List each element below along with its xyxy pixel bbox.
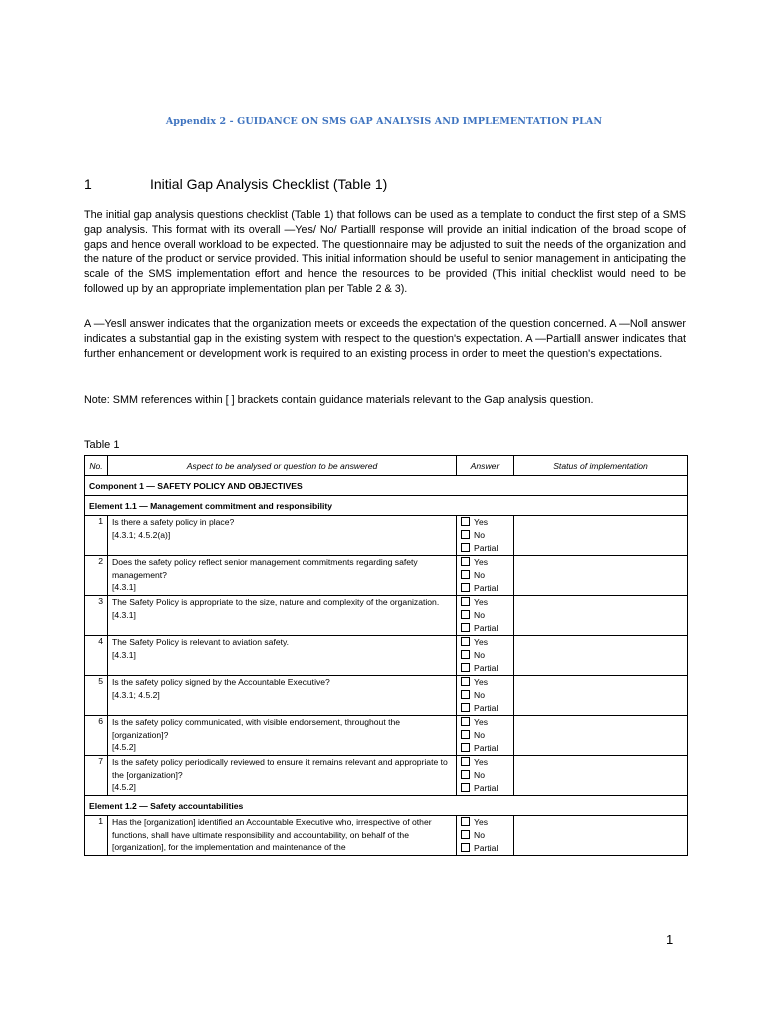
answer-option-label: Partial xyxy=(474,543,499,553)
checkbox-icon[interactable] xyxy=(461,610,470,619)
checkbox-icon[interactable] xyxy=(461,690,470,699)
table-row xyxy=(85,716,688,756)
checkbox-icon[interactable] xyxy=(461,637,470,646)
header-no: No. xyxy=(85,456,108,476)
note-paragraph: Note: SMM references within [ ] brackets contain guidance materials relevant to the Gap analysis question. xyxy=(84,394,594,406)
answer-option-no[interactable] xyxy=(461,569,509,582)
checkbox-icon[interactable] xyxy=(461,543,470,552)
checkbox-icon[interactable] xyxy=(461,570,470,579)
checkbox-icon[interactable] xyxy=(461,557,470,566)
checkbox-icon[interactable] xyxy=(461,817,470,826)
answer-cell xyxy=(457,756,514,796)
question-cell xyxy=(108,816,457,856)
status-cell[interactable] xyxy=(514,636,688,676)
status-cell[interactable] xyxy=(514,756,688,796)
status-cell[interactable] xyxy=(514,716,688,756)
answer-cell xyxy=(457,676,514,716)
answer-option-label: No xyxy=(474,730,485,740)
answer-option-label: Partial xyxy=(474,623,499,633)
table-row xyxy=(85,676,688,716)
appendix-title: Appendix 2 - GUIDANCE ON SMS GAP ANALYSIS AND IMPLEMENTATION PLAN xyxy=(165,116,603,127)
question-reference: [4.5.2] xyxy=(112,742,136,752)
question-cell xyxy=(108,636,457,676)
element-label: Element 1.1 — Management commitment and responsibility xyxy=(85,496,688,516)
answer-option-label: Yes xyxy=(474,717,489,727)
answer-option-partial[interactable] xyxy=(461,702,509,715)
answer-option-yes[interactable] xyxy=(461,756,509,769)
question-reference: [4.3.1] xyxy=(112,582,136,592)
answer-option-no[interactable] xyxy=(461,829,509,842)
answer-option-yes[interactable] xyxy=(461,716,509,729)
question-text: Does the safety policy reflect senior management commitments regarding safety management? xyxy=(112,557,418,580)
answer-option-no[interactable] xyxy=(461,769,509,782)
answer-option-label: Partial xyxy=(474,743,499,753)
question-cell xyxy=(108,516,457,556)
answer-option-label: Partial xyxy=(474,663,499,673)
answer-option-no[interactable] xyxy=(461,609,509,622)
component-label: Component 1 — SAFETY POLICY AND OBJECTIVES xyxy=(85,476,688,496)
question-number: 7 xyxy=(85,756,108,796)
question-reference: [4.3.1; 4.5.2(a)] xyxy=(112,529,171,540)
answer-cell xyxy=(457,716,514,756)
answer-option-partial[interactable] xyxy=(461,662,509,675)
question-number: 6 xyxy=(85,716,108,756)
question-number: 1 xyxy=(85,516,108,556)
question-number: 5 xyxy=(85,676,108,716)
question-text: Is the safety policy communicated, with visible endorsement, throughout the [organization]? xyxy=(112,717,401,740)
answer-option-label: Yes xyxy=(474,817,489,827)
status-cell[interactable] xyxy=(514,556,688,596)
table-row xyxy=(85,556,688,596)
answer-option-label: Yes xyxy=(474,557,489,567)
answer-option-partial[interactable] xyxy=(461,742,509,755)
answer-option-yes[interactable] xyxy=(461,816,509,829)
answer-option-no[interactable] xyxy=(461,729,509,742)
header-aspect: Aspect to be analysed or question to be answered xyxy=(108,456,457,476)
answer-option-label: Partial xyxy=(474,843,499,853)
question-number: 1 xyxy=(85,816,108,856)
table-caption: Table 1 xyxy=(84,439,120,451)
answer-option-label: Yes xyxy=(474,637,489,647)
answer-option-label: Partial xyxy=(474,583,499,593)
answer-option-label: Yes xyxy=(474,757,489,767)
answer-option-yes[interactable] xyxy=(461,516,509,529)
status-cell[interactable] xyxy=(514,516,688,556)
answer-option-label: Yes xyxy=(474,597,489,607)
answer-option-label: No xyxy=(474,610,485,620)
question-reference: [4.5.2] xyxy=(112,782,136,792)
question-text: The Safety Policy is relevant to aviation safety. xyxy=(112,637,290,647)
answer-option-yes[interactable] xyxy=(461,636,509,649)
table-row xyxy=(85,516,688,556)
component-row xyxy=(85,476,688,496)
checkbox-icon[interactable] xyxy=(461,583,470,592)
element-row xyxy=(85,496,688,516)
header-status: Status of implementation xyxy=(514,456,688,476)
answer-option-label: No xyxy=(474,690,485,700)
status-cell[interactable] xyxy=(514,816,688,856)
question-cell xyxy=(108,716,457,756)
answer-meaning-paragraph: A —Yes‖ answer indicates that the organization meets or exceeds the expectation of the question concerned. A —No‖ answer indicates a substantial gap in the existing system with respect to the question's expectation. A —Partial‖ answer indicates that further enhancement or development work is required to an existing process in order to meet the question's expectations. xyxy=(84,318,686,360)
table-row xyxy=(85,636,688,676)
question-number: 3 xyxy=(85,596,108,636)
question-number: 2 xyxy=(85,556,108,596)
checkbox-icon[interactable] xyxy=(461,530,470,539)
gap-analysis-table xyxy=(84,455,688,856)
answer-option-label: Yes xyxy=(474,517,489,527)
answer-option-yes[interactable] xyxy=(461,676,509,689)
status-cell[interactable] xyxy=(514,676,688,716)
answer-option-partial[interactable] xyxy=(461,582,509,595)
table-row xyxy=(85,756,688,796)
question-cell xyxy=(108,596,457,636)
checkbox-icon[interactable] xyxy=(461,717,470,726)
answer-option-label: No xyxy=(474,830,485,840)
header-answer: Answer xyxy=(457,456,514,476)
checkbox-icon[interactable] xyxy=(461,743,470,752)
question-text: The Safety Policy is appropriate to the size, nature and complexity of the organization. xyxy=(112,597,440,607)
checkbox-icon[interactable] xyxy=(461,730,470,739)
status-cell[interactable] xyxy=(514,596,688,636)
checkbox-icon[interactable] xyxy=(461,830,470,839)
answer-cell xyxy=(457,556,514,596)
question-reference: [4.3.1] xyxy=(112,609,136,620)
checkbox-icon[interactable] xyxy=(461,517,470,526)
answer-cell xyxy=(457,636,514,676)
checkbox-icon[interactable] xyxy=(461,650,470,659)
question-reference: [4.3.1; 4.5.2] xyxy=(112,689,160,700)
section-heading xyxy=(84,176,387,192)
table-row xyxy=(85,816,688,856)
question-cell xyxy=(108,556,457,596)
checkbox-icon[interactable] xyxy=(461,623,470,632)
question-cell xyxy=(108,756,457,796)
question-text: Has the [organization] identified an Accountable Executive who, irrespective of other functions, shall have ultimate responsibility and accountability, on behalf of the [organization], for the implementation and maintenance of the xyxy=(112,817,432,852)
checkbox-icon[interactable] xyxy=(461,770,470,779)
answer-option-partial[interactable] xyxy=(461,542,509,555)
checkbox-icon[interactable] xyxy=(461,663,470,672)
answer-option-no[interactable] xyxy=(461,689,509,702)
answer-option-no[interactable] xyxy=(461,649,509,662)
checkbox-icon[interactable] xyxy=(461,677,470,686)
question-text: Is the safety policy signed by the Accountable Executive? xyxy=(112,677,330,687)
checkbox-icon[interactable] xyxy=(461,783,470,792)
intro-paragraph: The initial gap analysis questions checklist (Table 1) that follows can be used as a template to conduct the first step of a SMS gap analysis. This format with its overall —Yes/ No/ Partial‖ response will provide an initial indication of the broad scope of gaps and hence overall workload to be expected. The questionnaire may be adjusted to suit the needs of the organization and the nature of the product or service provided. This initial information should be useful to senior management in anticipating the scale of the SMS implementation effort and hence the resources to be provided (This initial checklist would need to be followed up by an appropriate implementation plan per Table 2 & 3). xyxy=(84,209,686,295)
answer-option-label: No xyxy=(474,650,485,660)
answer-option-partial[interactable] xyxy=(461,622,509,635)
question-number: 4 xyxy=(85,636,108,676)
answer-option-partial[interactable] xyxy=(461,842,509,855)
answer-option-label: No xyxy=(474,530,485,540)
element-label: Element 1.2 — Safety accountabilities xyxy=(85,796,688,816)
answer-cell xyxy=(457,516,514,556)
question-text: Is there a safety policy in place? xyxy=(112,517,235,527)
answer-option-no[interactable] xyxy=(461,529,509,542)
page-number: 1 xyxy=(666,932,674,947)
checkbox-icon[interactable] xyxy=(461,757,470,766)
answer-option-label: Partial xyxy=(474,783,499,793)
answer-cell xyxy=(457,596,514,636)
checkbox-icon[interactable] xyxy=(461,843,470,852)
question-text: Is the safety policy periodically reviewed to ensure it remains relevant and appropriate to the [organization]? xyxy=(112,757,448,780)
answer-option-yes[interactable] xyxy=(461,596,509,609)
checkbox-icon[interactable] xyxy=(461,703,470,712)
answer-option-label: Partial xyxy=(474,703,499,713)
table-header-row xyxy=(85,456,688,476)
answer-cell xyxy=(457,816,514,856)
section-title: Initial Gap Analysis Checklist (Table 1) xyxy=(150,176,388,192)
answer-option-label: No xyxy=(474,570,485,580)
checkbox-icon[interactable] xyxy=(461,597,470,606)
section-number: 1 xyxy=(84,176,92,192)
question-cell xyxy=(108,676,457,716)
answer-option-label: Yes xyxy=(474,677,489,687)
question-reference: [4.3.1] xyxy=(112,649,136,660)
element-row xyxy=(85,796,688,816)
answer-option-yes[interactable] xyxy=(461,556,509,569)
answer-option-label: No xyxy=(474,770,485,780)
answer-option-partial[interactable] xyxy=(461,782,509,795)
table-row xyxy=(85,596,688,636)
